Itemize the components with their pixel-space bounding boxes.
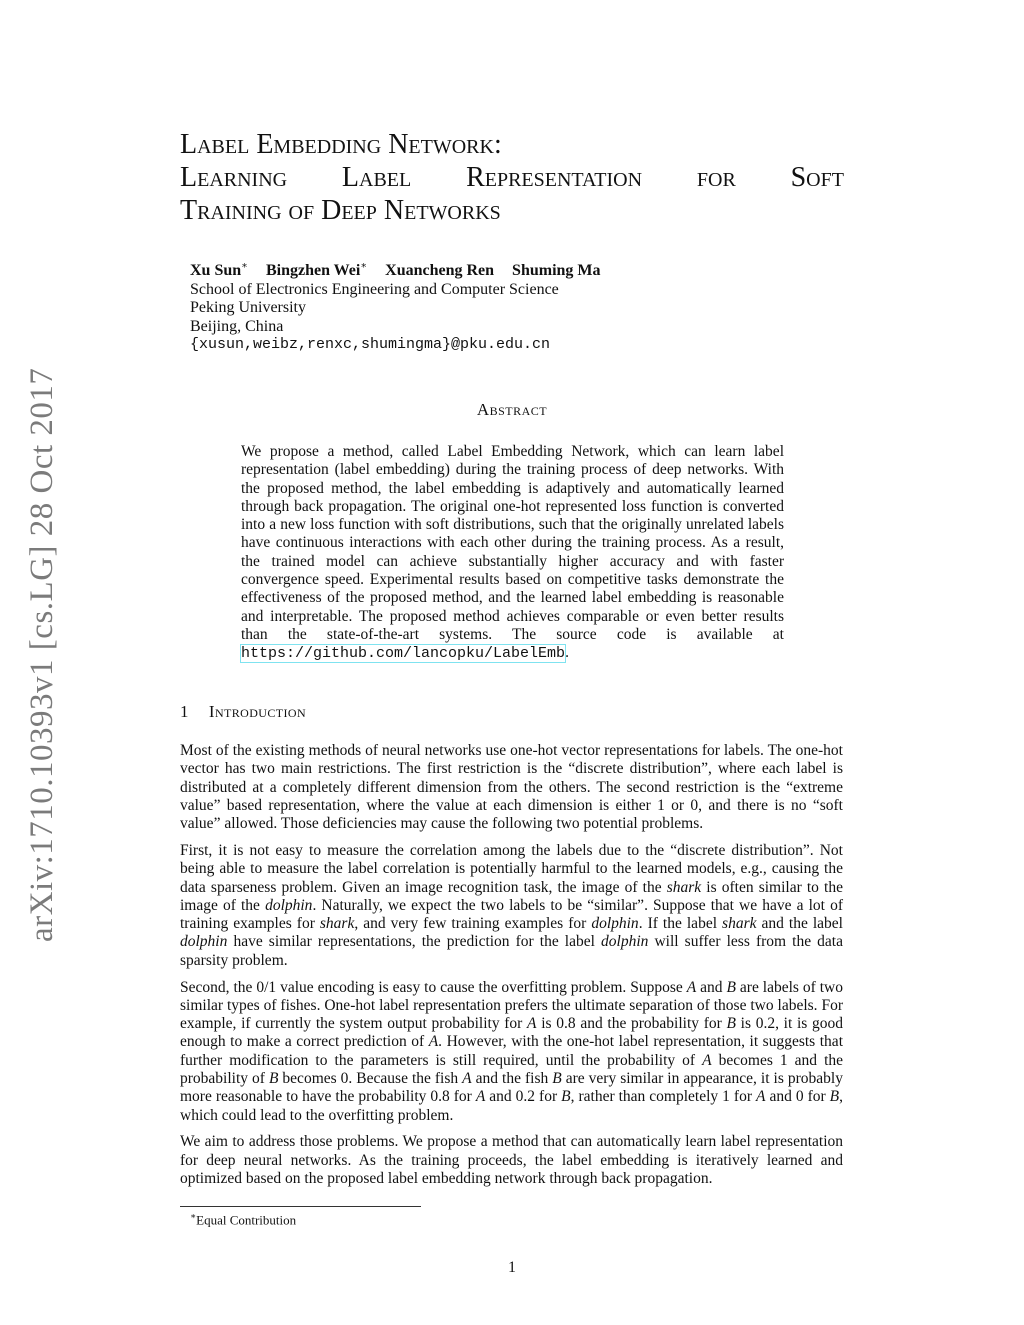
- location: Beijing, China: [190, 317, 284, 335]
- affiliation: School of Electronics Engineering and Computer Science: [190, 280, 559, 298]
- author-block: [190, 258, 830, 355]
- abstract-heading: Abstract: [476, 400, 548, 419]
- paragraph-1: Most of the existing methods of neural networks use one-hot vector representations for labels. The one-hot vector has two main restrictions. The first restriction is the “discrete distribution”, where each label is distributed at a completely different dimension from the others. The second restriction is the “extreme value” based representation, where the value at each dimension is either 1 or 0, and there is no “soft value” allowed. Those deficiencies may cause the following two potential problems.: [180, 742, 843, 833]
- section-heading: [180, 702, 306, 722]
- page-number: 1: [508, 1259, 516, 1276]
- abstract-text: We propose a method, called Label Embedding Network, which can learn label representation (label embedding) during the training process of deep networks. With the proposed method, the label embedding is adaptively and automatically learned through back propagation. The original one-hot represented loss function is converted into a new loss function with soft distributions, such that the originally unrelated labels have continuous interactions with each other during the training process. As a result, the trained model can achieve substantially higher accuracy and with faster convergence speed. Experimental results based on competitive tasks demonstrate the effectiveness of the proposed method, and the learned label embedding is reasonable and interpretable. The proposed method achieves comparable or even better results than the state-of-the-art systems. The source code is available at: [241, 443, 784, 643]
- title-line-1: Label Embedding Network:: [180, 129, 502, 160]
- author-names: [190, 258, 830, 281]
- author-name: Shuming Ma: [512, 262, 601, 280]
- paragraph-2: First, it is not easy to measure the correlation among the labels due to the “discrete distribution”. Not being able to measure the label correlation is potentially harmful to the learned models, e.g., causing the data sparseness problem. Given an image recognition task, the image of the shark is often similar to the image of the dolphin. Naturally, we expect the two labels to be “similar”. Suppose that we have a lot of training examples for shark, and very few training examples for dolphin. If the label shark and the label dolphin have similar representations, the prediction for the label dolphin will suffer less from the data sparsity problem.: [180, 841, 843, 969]
- section-number: 1: [180, 702, 189, 721]
- author-name: Bingzhen Wei∗: [265, 261, 368, 280]
- footnote: ∗Equal Contribution: [190, 1211, 297, 1228]
- title-word: for: [696, 162, 736, 193]
- title-word: Representation: [466, 162, 643, 193]
- title-word: Learning: [180, 162, 288, 193]
- university: Peking University: [190, 299, 306, 317]
- paragraph-4: We aim to address those problems. We propose a method that can automatically learn label representation for deep neural networks. As the training proceeds, the label embedding is iteratively learned and optimized based on the proposed label embedding network through back propagation.: [180, 1133, 843, 1188]
- paragraph-3: Second, the 0/1 value encoding is easy to cause the overfitting problem. Suppose A and B are labels of two similar types of fishes. One-hot label representation prefers the ultimate separation of those two labels. For example, if currently the system output probability for A is 0.8 and the probability for B is 0.2, it is good enough to make a correct prediction of A. However, with the one-hot label representation, it suggests that further modification to the parameters is still required, until the probability of A becomes 1 and the probability of B becomes 0. Because the fish A and the fish B are very similar in appearance, it is probably more reasonable to have the probability 0.8 for A and 0.2 for B, rather than completely 1 for A and 0 for B, which could lead to the overfitting problem.: [180, 978, 844, 1124]
- title-line-3: Training of Deep Networks: [180, 195, 501, 226]
- source-code-link[interactable]: https://github.com/lancopku/LabelEmb: [241, 645, 566, 663]
- introduction-body: [180, 742, 843, 1197]
- author-name: Xuancheng Ren: [385, 262, 495, 280]
- footnote-rule: [180, 1206, 421, 1207]
- author-name: Xu Sun∗: [190, 261, 248, 280]
- paper-title: [180, 128, 844, 227]
- title-line-2: [180, 161, 844, 194]
- abstract-body: We propose a method, called Label Embedding Network, which can learn label representation (label embedding) during the training process of deep networks. With the proposed method, the label embedding is adaptively and automatically learned through back propagation. The original one-hot represented loss function is converted into a new loss function with soft distributions, such that the originally unrelated labels have continuous interactions with each other during the training process. As a result, the trained model can achieve substantially higher accuracy and with faster convergence speed. Experimental results based on competitive tasks demonstrate the effectiveness of the proposed method, and the learned label embedding is reasonable and interpretable. The proposed method achieves comparable or even better results than the state-of-the-art systems. The source code is available at https://github.com/lancopku/LabelEmb.: [241, 443, 784, 663]
- email: {xusun,weibz,renxc,shumingma}@pku.edu.cn: [190, 336, 551, 354]
- title-word: Soft: [790, 162, 844, 193]
- arxiv-identifier: arXiv:1710.10393v1 [cs.LG] 28 Oct 2017: [24, 367, 60, 942]
- section-title: Introduction: [208, 702, 307, 721]
- title-word: Label: [341, 162, 412, 193]
